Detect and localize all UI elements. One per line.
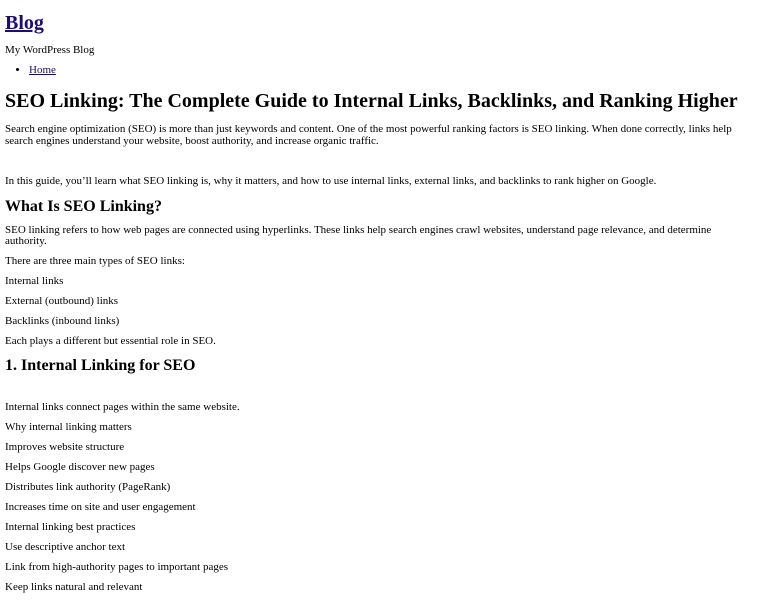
why-item: Helps Google discover new pages [5, 460, 155, 473]
section1-paragraph-2: There are three main types of SEO links: [5, 255, 185, 267]
nav-home-link[interactable]: Home [29, 64, 56, 76]
best-practice-item: Use descriptive anchor text [5, 540, 126, 553]
section1-paragraph-1: SEO linking refers to how web pages are connected using hyperlinks. These links help search engines crawl websites, understand page relevance, and determine authority. [5, 223, 712, 247]
link-type-internal: Internal links [5, 275, 64, 287]
intro-paragraph-2: In this guide, you’ll learn what SEO linking is, why it matters, and how to use internal links, external links, and backlinks to rank higher on Google. [5, 175, 657, 187]
site-title [5, 0, 755, 35]
best-practice-item: Keep links natural and relevant [5, 580, 143, 593]
section1-paragraph-3: Each plays a different but essential role in SEO. [5, 335, 216, 347]
section-heading-what-is: What Is SEO Linking? [5, 197, 162, 215]
section-heading-internal-linking: 1. Internal Linking for SEO [5, 356, 196, 374]
menu-item-home [29, 64, 755, 77]
why-item: Distributes link authority (PageRank) [5, 480, 171, 493]
why-item: Improves website structure [5, 440, 125, 453]
site-title-link[interactable]: Blog [5, 12, 44, 34]
post-title: SEO Linking: The Complete Guide to Internal Links, Backlinks, and Ranking Higher [5, 90, 738, 112]
best-practice-item: Link from high-authority pages to important pages [5, 560, 229, 573]
site-tagline: My WordPress Blog [5, 44, 95, 56]
link-type-external: External (outbound) links [5, 295, 119, 307]
link-type-backlinks: Backlinks (inbound links) [5, 315, 120, 327]
why-internal-linking-heading: Why internal linking matters [5, 420, 132, 433]
why-item: Increases time on site and user engagement [5, 500, 196, 513]
best-practices-heading: Internal linking best practices [5, 520, 136, 533]
section2-paragraph-1: Internal links connect pages within the same website. [5, 400, 240, 413]
primary-menu [5, 64, 755, 77]
intro-paragraph: Search engine optimization (SEO) is more than just keywords and content. One of the most powerful ranking factors is SEO linking. When done correctly, links help search engines understand your website, boost authority, and increase organic traffic. [5, 123, 732, 147]
